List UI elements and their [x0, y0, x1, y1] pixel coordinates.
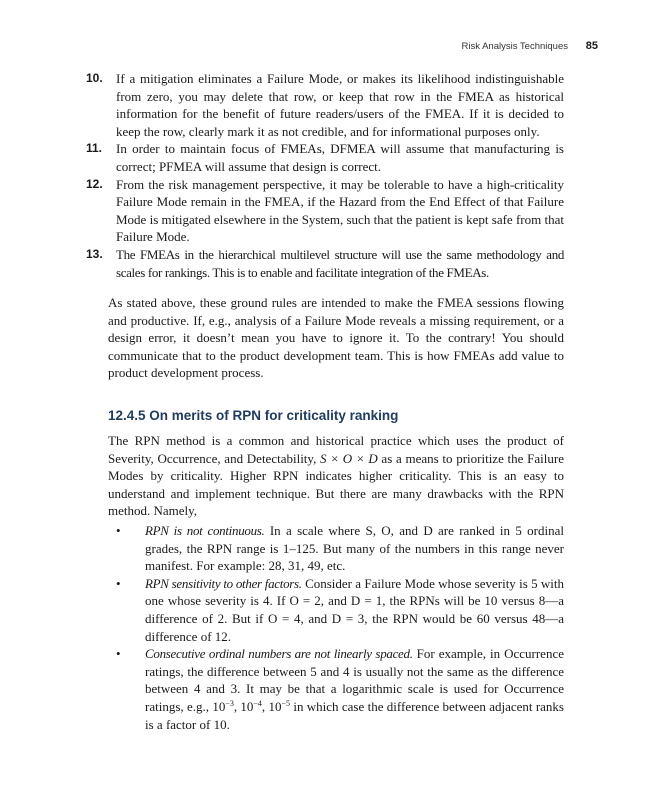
power-exponent: −3 [225, 698, 234, 708]
power-base: 10 [212, 698, 226, 714]
section-heading: 12.4.5 On merits of RPN for criticality ranking [108, 408, 399, 423]
bullet-text: For example, in Occurrence ratings, the difference between 5 and 4 is usually not the same as the difference between 4 and 3. It may be that a logarithmic scale is used for Occurrence ratings, e.g., [145, 646, 564, 714]
page-header [0, 40, 648, 54]
bullet-lead: RPN sensitivity to other factors. [145, 575, 302, 591]
list-item-number: 10. [86, 71, 103, 85]
separator: , [233, 698, 241, 714]
list-item-number: 13. [86, 246, 103, 261]
bullet-text: in which case the difference between adjacent ranks is a factor of 10. [145, 698, 564, 732]
list-item-number: 12. [86, 176, 103, 191]
list-item [86, 70, 564, 140]
bullet-lead: Consecutive ordinal numbers are not linearly spaced. [145, 646, 413, 662]
running-title: Risk Analysis Techniques [461, 41, 568, 52]
bullet-item [112, 645, 564, 733]
bullet-item [112, 575, 564, 645]
power-base: 10 [268, 698, 282, 714]
list-item [86, 176, 564, 246]
paragraph-text: as a means to prioritize the Failure Modes by criticality. Higher RPN indicates higher criticality. This is an easy to understand and implement technique. But there are many drawbacks with the RPN method. Namely, [108, 450, 564, 519]
bullet-text: In a scale where S, O, and D are ranked in 5 ordinal grades, the RPN range is 1–125. But many of the numbers in this range never manifest. For example: 28, 31, 49, etc. [145, 523, 564, 574]
power-exponent: −5 [281, 698, 291, 708]
power-exponent: −4 [253, 698, 262, 708]
drawbacks-list [112, 522, 564, 733]
formula: S × O × D [320, 450, 378, 466]
separator: , [261, 698, 269, 714]
list-item [86, 140, 564, 175]
body-paragraph [108, 432, 564, 520]
bullet-lead: RPN is not continuous. [145, 523, 265, 538]
list-item-text: If a mitigation eliminates a Failure Mode, or makes its likelihood indistinguishable from zero, you may delete that row, or keep that row in the FMEA as historical information for the benefit of future readers/users of the FMEA. If it is decided to keep the row, clearly mark it as not credible, and for informational purposes only. [116, 71, 564, 139]
bullet-text: Consider a Failure Mode whose severity is 5 with one whose severity is 4. If O = 2, and D = 1, the RPNs will be 10 versus 8—a difference of 2. But if O = 4, and D = 3, the RPN would be 60 versus 48—a difference of 12. [145, 575, 564, 644]
bullet-marker: • [116, 575, 121, 591]
list-item-text: From the risk management perspective, it may be tolerable to have a high-criticality Failure Mode remain in the FMEA, if the Hazard from the End Effect of that Failure Mode is mitigated elsewhere in the System, such that the patient is kept safe from that Failure Mode. [116, 176, 564, 245]
paragraph-text: The RPN method is a common and historical practice which uses the product of Severity, Occurrence, and Detectability, [108, 433, 564, 466]
list-item-number: 11. [86, 141, 103, 156]
list-item-text: In order to maintain focus of FMEAs, DFMEA will assume that manufacturing is correct; PFMEA will assume that design is correct. [116, 141, 564, 174]
bullet-item [112, 522, 564, 575]
page-number: 85 [585, 40, 598, 52]
body-paragraph: As stated above, these ground rules are intended to make the FMEA sessions flowing and productive. If, e.g., analysis of a Failure Mode reveals a missing requirement, or a design error, it doesn’t mean you have to ignore it. To the contrary! You should communicate that to the product development team. This is how FMEAs add value to product development process. [108, 295, 564, 381]
list-item-text: The FMEAs in the hierarchical multilevel structure will use the same methodology and scales for rankings. This is to enable and facilitate integration of the FMEAs. [116, 246, 564, 280]
bullet-marker: • [116, 646, 121, 662]
bullet-marker: • [116, 523, 121, 538]
power-base: 10 [240, 698, 254, 714]
ground-rules-list [86, 70, 564, 281]
list-item [86, 246, 564, 281]
